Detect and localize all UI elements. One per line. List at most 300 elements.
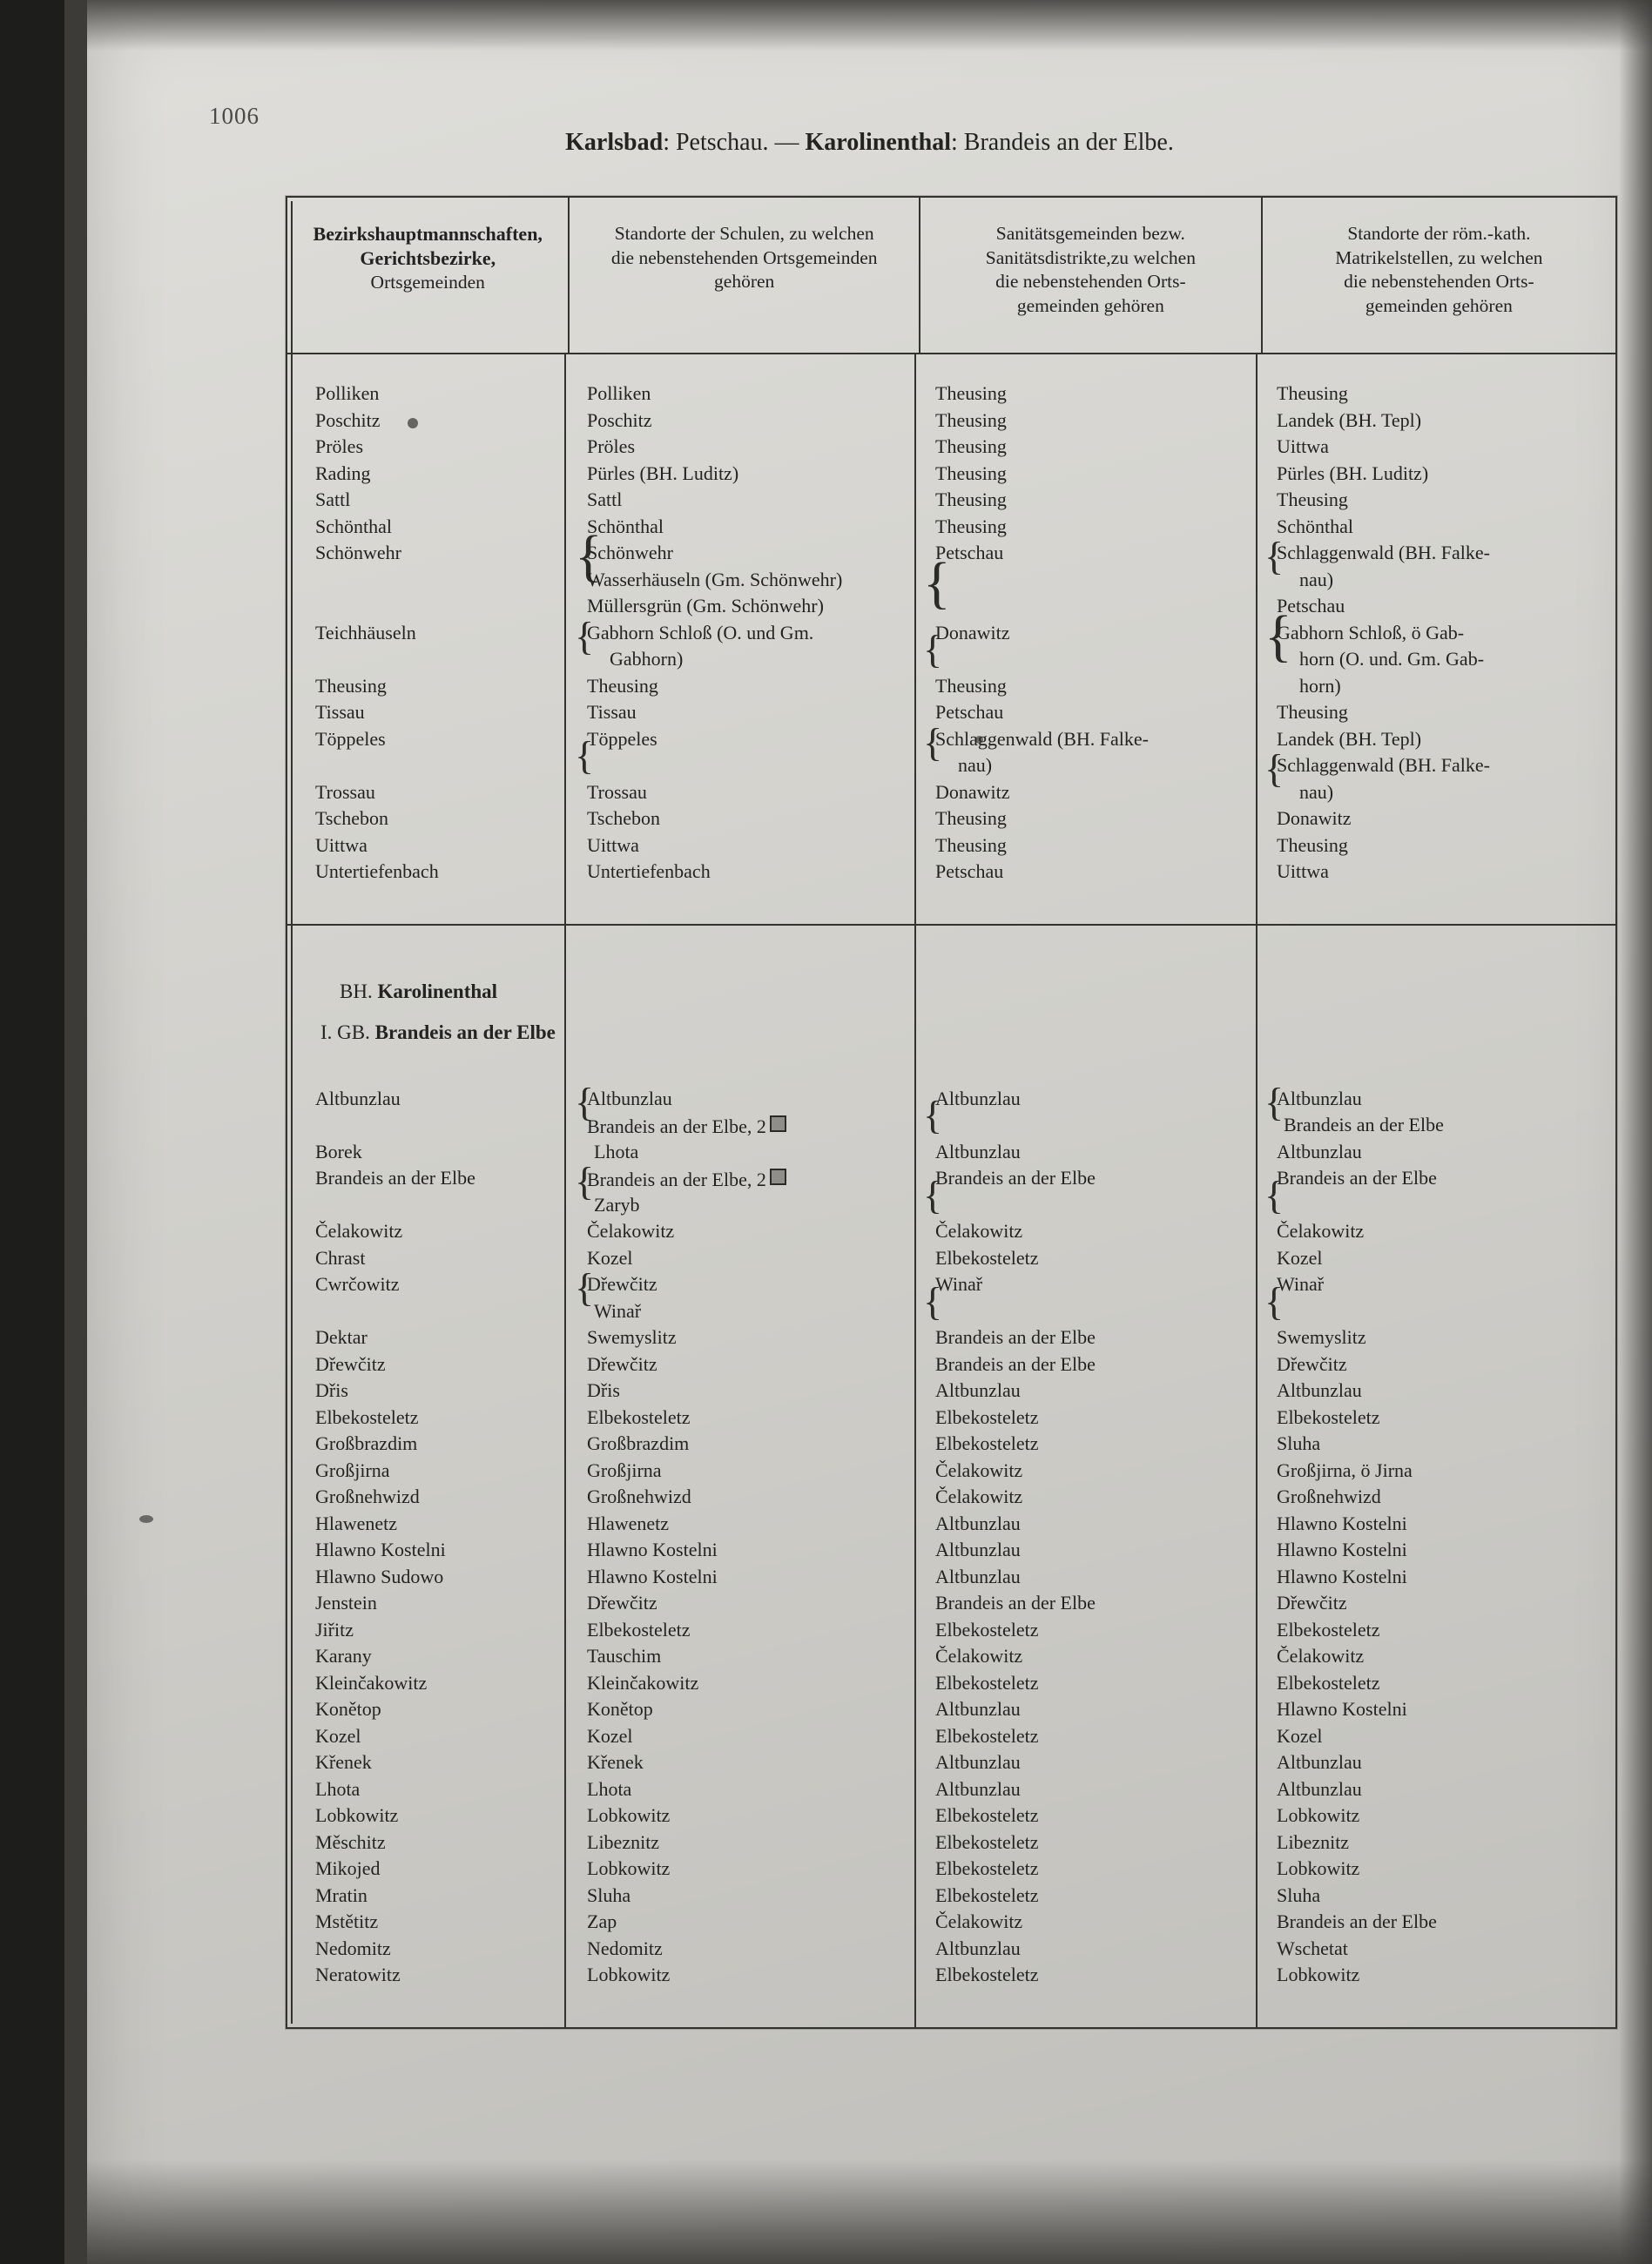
page-edge-shadow-top — [87, 0, 1652, 51]
header-line: Bezirkshauptmannschaften, — [313, 223, 543, 245]
table-row: Elbekosteletz — [935, 1857, 1039, 1879]
table-row: Trossau — [587, 780, 647, 803]
table-header-row — [287, 198, 1615, 354]
table-row: Lobkowitz — [1277, 1964, 1360, 1985]
brace-glyph: { — [1264, 1172, 1285, 1217]
table-row: Theusing — [935, 674, 1007, 697]
brace-glyph: { — [1264, 746, 1285, 792]
table-cell-text: nau) — [1299, 568, 1334, 590]
table-row: Theusing — [935, 462, 1007, 484]
table-row: Großjirna — [315, 1459, 390, 1481]
table-row: Poschitz — [587, 408, 652, 431]
table-row — [575, 727, 914, 783]
header-line: Ortsgemeinden — [370, 272, 485, 293]
table-row — [575, 613, 914, 658]
table-row: Donawitz — [1277, 807, 1352, 829]
gb-prefix: I. GB. — [320, 1021, 375, 1043]
table-row: Petschau — [1277, 595, 1345, 617]
column-header-sanitaetsgemeinden — [920, 198, 1263, 353]
table-row: Untertiefenbach — [315, 860, 439, 882]
table-cell-text: Cwrčowitz — [315, 1273, 400, 1295]
table-row: Theusing — [935, 435, 1007, 457]
table-row: Mstětitz — [315, 1910, 379, 1932]
table-row — [315, 623, 564, 677]
table-row: Hlawno Kostelni — [587, 1539, 718, 1560]
table-row — [315, 1169, 564, 1222]
column-header-matrikelstellen — [1263, 198, 1615, 353]
spacer — [935, 955, 1256, 982]
table-row — [1277, 650, 1610, 677]
table-row: Kozel — [315, 1724, 361, 1747]
spacer — [587, 1022, 914, 1049]
header-line: Matrikelstellen, zu welchen — [1335, 246, 1543, 268]
table-row: Altbunzlau — [935, 1937, 1021, 1959]
table-row: Pürles (BH. Luditz) — [1277, 462, 1429, 484]
table-row: Großnehwizd — [1277, 1486, 1381, 1507]
table-row: Lobkowitz — [587, 1857, 671, 1879]
table-cell-text: Petschau — [935, 542, 1004, 563]
table-row: Tissau — [587, 701, 637, 723]
school-class-icon — [770, 1115, 786, 1132]
table-row: Sattl — [315, 489, 351, 510]
table-cell-text: Winař — [1277, 1273, 1325, 1295]
table-row: Elbekosteletz — [1277, 1618, 1380, 1641]
table-row: Mratin — [315, 1883, 367, 1906]
table-row: Dřewčitz — [587, 1592, 657, 1614]
table-row: Nedomitz — [315, 1937, 391, 1959]
brace-glyph: { — [575, 613, 595, 658]
running-head — [87, 129, 1652, 157]
table-row — [923, 1167, 1256, 1222]
spacer — [315, 955, 564, 982]
table-row: Elbekosteletz — [1277, 1405, 1380, 1428]
header-line: Standorte der röm.-kath. — [1347, 223, 1531, 244]
table-row: Wschetat — [1277, 1937, 1348, 1959]
table-row: Čelakowitz — [1277, 1645, 1365, 1667]
district-heading-gb — [315, 1022, 564, 1049]
running-head-right-bold: Karolinenthal — [805, 129, 952, 156]
table-row: Theusing — [935, 833, 1007, 856]
table-block-petschau — [287, 354, 1615, 926]
table-row: Rading — [315, 462, 371, 484]
table-row: Theusing — [935, 382, 1007, 404]
spacer — [935, 1048, 1256, 1075]
table-row: Hlawno Kostelni — [1277, 1539, 1407, 1560]
table-row: Großbrazdim — [315, 1432, 418, 1454]
table-row: Theusing — [587, 674, 658, 697]
table-row: Lobkowitz — [1277, 1804, 1360, 1826]
table-row — [315, 1089, 564, 1142]
table-row: Poschitz — [315, 408, 381, 431]
table-row: Uittwa — [315, 833, 367, 856]
table-row: Dřewčitz — [1277, 1592, 1347, 1614]
table-row: Theusing — [1277, 489, 1348, 510]
table-row: Hlawenetz — [587, 1512, 670, 1534]
table-row: Polliken — [315, 382, 380, 404]
table-row: Petschau — [935, 860, 1004, 882]
table-cell-text: Altbunzlau — [1277, 1087, 1362, 1109]
bh-prefix: BH. — [340, 980, 378, 1002]
table-row: Lobkowitz — [587, 1804, 671, 1826]
table-row: Čelakowitz — [935, 1220, 1023, 1242]
table-row: Trossau — [315, 780, 375, 803]
brace-glyph: { — [575, 1079, 595, 1124]
spacer — [587, 981, 914, 1008]
table-row — [1277, 780, 1610, 810]
table-row: Brandeis an der Elbe — [935, 1352, 1096, 1375]
table-row: Lhota — [315, 1777, 361, 1800]
table-row: Großnehwizd — [587, 1486, 691, 1507]
table-row: Elbekosteletz — [587, 1618, 691, 1641]
brace-glyph: { — [923, 627, 943, 671]
table-row: Landek (BH. Tepl) — [1277, 727, 1422, 750]
table-row: Theusing — [935, 515, 1007, 537]
table-row: Borek — [315, 1140, 362, 1162]
table-row: Tauschim — [587, 1645, 662, 1667]
table-row — [587, 650, 914, 677]
table-row: Brandeis an der Elbe — [935, 1326, 1096, 1348]
cell-sanitaetsgemeinden — [916, 926, 1258, 2027]
table-row: Čelakowitz — [935, 1459, 1023, 1481]
table-row: Theusing — [935, 807, 1007, 829]
table-cell-text: Brandeis an der Elbe, 2 — [587, 1169, 766, 1190]
gb-name: Brandeis an der Elbe — [374, 1021, 556, 1043]
brace-glyph: { — [575, 733, 595, 778]
brace-glyph: { — [923, 1093, 943, 1137]
table-row: Nedomitz — [587, 1937, 663, 1959]
table-cell-text: Winař — [935, 1273, 983, 1295]
header-line: die nebenstehenden Orts- — [995, 271, 1186, 293]
brace-glyph: { — [575, 1265, 595, 1311]
table-row: Swemyslitz — [1277, 1326, 1366, 1348]
table-row: Großjirna, ö Jirna — [1277, 1459, 1413, 1481]
table-row: Großbrazdim — [587, 1432, 690, 1454]
brace-glyph: { — [575, 524, 603, 589]
table-cell-text: Schlaggenwald (BH. Falke- — [1277, 542, 1490, 563]
table-row: Elbekosteletz — [935, 1405, 1039, 1428]
table-row: Pröles — [587, 435, 635, 457]
table-row: Dektar — [315, 1326, 367, 1348]
table-row: Hlawno Kostelni — [1277, 1512, 1407, 1534]
table-row: Elbekosteletz — [935, 1964, 1039, 1985]
table-cell-text: Schlaggenwald (BH. Falke- — [1277, 754, 1490, 776]
table-row: Sluha — [587, 1883, 631, 1906]
table-cell-text: Schönwehr — [315, 542, 401, 563]
spacer — [587, 1008, 914, 1022]
table-row — [587, 1299, 914, 1329]
scan-gutter-dark — [0, 0, 64, 2264]
table-row: Altbunzlau — [935, 1751, 1021, 1773]
table-row: Dřewčitz — [315, 1352, 386, 1375]
brace-glyph: { — [1264, 1278, 1285, 1324]
table-row: Čelakowitz — [935, 1910, 1023, 1932]
scan-speck — [139, 1515, 153, 1523]
cell-schulstandorte — [566, 926, 916, 2027]
table-row — [1264, 1273, 1610, 1328]
table-cell-text: Gabhorn Schloß, ö Gab- — [1277, 621, 1465, 643]
table-row: Dřis — [587, 1379, 620, 1401]
table-row: Wasserhäuseln (Gm. Schönwehr) — [587, 568, 843, 590]
table-row: Měschitz — [315, 1830, 386, 1853]
table-row: Čelakowitz — [935, 1645, 1023, 1667]
table-row: Donawitz — [935, 780, 1010, 803]
table-row: Konětop — [587, 1698, 653, 1720]
table-row: Schönthal — [315, 515, 392, 537]
page-edge-shadow-bottom — [87, 2160, 1652, 2264]
brace-glyph: { — [923, 1172, 943, 1217]
table-row: Kleinčakowitz — [587, 1671, 699, 1694]
table-cell-text: nau) — [958, 754, 993, 776]
table-cell-text: Brandeis an der Elbe — [1277, 1167, 1437, 1189]
header-line: Gerichtsbezirke, — [360, 247, 496, 270]
table-row — [587, 1142, 914, 1169]
table-row: Elbekosteletz — [587, 1405, 691, 1428]
table-row: Mikojed — [315, 1857, 381, 1879]
table-row: Hlawno Kostelni — [1277, 1698, 1407, 1720]
table-cell-text: Brandeis an der Elbe — [935, 1167, 1096, 1189]
table-row — [587, 1115, 914, 1142]
table-row: Kleinčakowitz — [315, 1671, 428, 1694]
table-row: Landek (BH. Tepl) — [1277, 408, 1422, 431]
scan-gutter-mid — [64, 0, 87, 2264]
table-row: Petschau — [935, 701, 1004, 723]
table-row: Polliken — [587, 382, 651, 404]
brace-glyph: { — [923, 550, 951, 615]
cell-sanitaetsgemeinden — [916, 354, 1258, 924]
table-row — [1277, 1115, 1610, 1142]
table-row: Uittwa — [1277, 860, 1329, 882]
cell-ortsgemeinden — [287, 354, 566, 924]
running-head-left-bold: Karlsbad — [565, 129, 664, 156]
table-row: Elbekosteletz — [935, 1830, 1039, 1853]
spacer — [587, 955, 914, 982]
table-row: Libeznitz — [1277, 1830, 1350, 1853]
table-row: Theusing — [315, 674, 387, 697]
table-row: Altbunzlau — [935, 1698, 1021, 1720]
table-row: Brandeis an der Elbe — [935, 1592, 1096, 1614]
table-row: Elbekosteletz — [1277, 1671, 1380, 1694]
table-row — [315, 543, 564, 623]
table-cell-text: Gabhorn Schloß (O. und Gm. — [587, 621, 814, 643]
table-row: Pürles (BH. Luditz) — [587, 462, 739, 484]
table-row: Untertiefenbach — [587, 860, 711, 882]
table-row: Schönthal — [587, 515, 664, 537]
table-row: Altbunzlau — [935, 1140, 1021, 1162]
table-cell-text: nau) — [1299, 780, 1334, 803]
table-cell-text: Schlaggenwald (BH. Falke- — [935, 727, 1149, 750]
table-cell-text: Brandeis an der Elbe — [315, 1167, 475, 1189]
table-cell-text: Gabhorn) — [610, 648, 684, 670]
table-row: Čelakowitz — [1277, 1220, 1365, 1242]
table-cell-text: Altbunzlau — [935, 1087, 1021, 1109]
table-cell-text: Brandeis an der Elbe — [1284, 1114, 1444, 1135]
brace-glyph: { — [923, 719, 943, 765]
table-row: Hlawno Kostelni — [315, 1539, 446, 1560]
table-row: Tissau — [315, 701, 365, 723]
table-row: Sluha — [1277, 1432, 1321, 1454]
table-row: Elbekosteletz — [935, 1246, 1039, 1269]
table-row — [923, 542, 1256, 623]
table-row: Čelakowitz — [587, 1220, 675, 1242]
district-heading-bh — [315, 981, 564, 1008]
table-row: Dřis — [315, 1379, 348, 1401]
spacer — [935, 1008, 1256, 1022]
table-cell-text: horn) — [1299, 674, 1341, 697]
table-cell-text: Dřewčitz — [587, 1273, 657, 1295]
spacer — [587, 1048, 914, 1075]
table-row: Zap — [587, 1910, 617, 1932]
table-row: Hlawno Kostelni — [587, 1565, 718, 1587]
brace-glyph: { — [575, 1159, 595, 1204]
table-row: Altbunzlau — [935, 1512, 1021, 1534]
table-cell-text: Zaryb — [594, 1193, 640, 1216]
table-row: Elbekosteletz — [935, 1804, 1039, 1826]
table-row — [1264, 1079, 1610, 1124]
table-cell-text: Teichhäuseln — [315, 621, 416, 643]
table-row: Altbunzlau — [1277, 1777, 1362, 1800]
table-row: Kozel — [1277, 1246, 1323, 1269]
table-cell-text: Altbunzlau — [315, 1087, 401, 1109]
table-row: Jenstein — [315, 1592, 377, 1614]
table-row: Konětop — [315, 1698, 381, 1720]
table-cell-text: Lhota — [594, 1140, 639, 1162]
header-line: gehören — [714, 271, 775, 293]
spacer — [1277, 981, 1610, 1008]
header-line: Sanitätsgemeinden bezw. — [995, 223, 1185, 244]
table-row: Brandeis an der Elbe — [1277, 1910, 1437, 1932]
table-row: Karany — [315, 1645, 372, 1667]
spacer — [935, 1022, 1256, 1049]
table-block-karolinenthal — [287, 926, 1615, 2027]
table-row: Dřewčitz — [1277, 1352, 1347, 1375]
table-row: Großjirna — [587, 1459, 662, 1481]
table-row: Altbunzlau — [935, 1379, 1021, 1401]
table-row: Neratowitz — [315, 1964, 401, 1985]
table-row: Tschebon — [315, 807, 388, 829]
cell-matrikelstellen — [1258, 354, 1610, 924]
cell-schulstandorte — [566, 354, 916, 924]
spacer — [935, 981, 1256, 1008]
table-cell-text: Winař — [594, 1299, 642, 1322]
table-row: Theusing — [1277, 833, 1348, 856]
table-row: Großnehwizd — [315, 1486, 420, 1507]
table-row — [935, 756, 1256, 783]
table-cell-text: horn (O. und. Gm. Gab- — [1299, 648, 1485, 670]
table-row — [923, 1087, 1256, 1142]
header-line: gemeinden gehören — [1365, 294, 1513, 316]
table-row: Theusing — [935, 408, 1007, 431]
cell-ortsgemeinden — [287, 926, 566, 2027]
table-row: Kozel — [587, 1246, 633, 1269]
table-row: Elbekosteletz — [935, 1618, 1039, 1641]
table-cell-text: Töppeles — [587, 727, 657, 750]
brace-glyph: { — [1264, 1079, 1285, 1124]
header-line: die nebenstehenden Orts- — [1344, 271, 1534, 293]
brace-glyph: { — [1264, 603, 1292, 668]
table-row: Schönthal — [1277, 515, 1353, 537]
table-row — [1264, 1167, 1610, 1222]
table-row — [923, 1273, 1256, 1328]
page-number: 1006 — [209, 103, 260, 129]
table-row: Elbekosteletz — [935, 1724, 1039, 1747]
column-header-schulen — [570, 198, 920, 353]
table-row: Altbunzlau — [935, 1539, 1021, 1560]
table-row: Uittwa — [587, 833, 639, 856]
table-row — [1277, 674, 1610, 704]
table-row: Lobkowitz — [1277, 1857, 1360, 1879]
spacer — [1277, 955, 1610, 982]
table-row: Křenek — [315, 1751, 372, 1773]
table-row: Tschebon — [587, 807, 660, 829]
table-row: Libeznitz — [587, 1830, 660, 1853]
column-header-ortsgemeinden — [287, 198, 570, 353]
table-cell-text: Donawitz — [935, 621, 1010, 643]
table-row — [315, 727, 564, 783]
running-head-right-rest: : Brandeis an der Elbe. — [951, 129, 1174, 156]
page-edge-shadow-right — [1619, 0, 1652, 2264]
table-row: Dřewčitz — [587, 1352, 657, 1375]
table-row: Jiřitz — [315, 1618, 354, 1641]
brace-glyph: { — [923, 1278, 943, 1324]
table-row: Kozel — [1277, 1724, 1323, 1747]
table-row: Elbekosteletz — [935, 1883, 1039, 1906]
table-row — [575, 1159, 914, 1204]
gazetteer-table — [286, 196, 1617, 2029]
table-row — [923, 621, 1256, 677]
bh-name: Karolinenthal — [377, 980, 498, 1002]
table-row: Elbekosteletz — [315, 1405, 419, 1428]
table-cell-text: Schönwehr — [587, 542, 673, 563]
book-page — [87, 0, 1652, 2264]
table-row: Elbekosteletz — [935, 1671, 1039, 1694]
table-row: Křenek — [587, 1751, 644, 1773]
spacer — [1277, 1022, 1610, 1049]
table-row: Sluha — [1277, 1883, 1321, 1906]
header-line: gemeinden gehören — [1016, 294, 1164, 316]
table-row: Swemyslitz — [587, 1326, 677, 1348]
header-line: die nebenstehenden Ortsgemeinden — [610, 246, 878, 268]
table-row — [575, 1079, 914, 1124]
table-row: Čelakowitz — [315, 1220, 403, 1242]
table-row: Čelakowitz — [935, 1486, 1023, 1507]
table-row — [315, 1275, 564, 1328]
table-row: Altbunzlau — [935, 1565, 1021, 1587]
school-class-icon — [770, 1169, 786, 1185]
table-row: Lhota — [587, 1777, 632, 1800]
table-row: Pröles — [315, 435, 363, 457]
table-row: Altbunzlau — [1277, 1140, 1362, 1162]
table-row: Theusing — [1277, 382, 1348, 404]
header-line: Standorte der Schulen, zu welchen — [614, 223, 874, 244]
table-row — [1277, 570, 1610, 597]
table-row: Chrast — [315, 1246, 366, 1269]
table-row: Hlawno Sudowo — [315, 1565, 444, 1587]
spacer — [1277, 1048, 1610, 1075]
running-head-left-rest: : Petschau. — — [663, 129, 799, 156]
table-row: Theusing — [935, 489, 1007, 510]
table-row: Altbunzlau — [935, 1777, 1021, 1800]
table-row: Müllersgrün (Gm. Schönwehr) — [587, 595, 824, 617]
table-row: Kozel — [587, 1724, 633, 1747]
table-row — [587, 1193, 914, 1223]
table-row: Theusing — [1277, 701, 1348, 723]
brace-glyph: { — [1264, 534, 1285, 579]
table-row: Lobkowitz — [315, 1804, 399, 1826]
spacer — [315, 1008, 564, 1022]
table-row: Altbunzlau — [1277, 1751, 1362, 1773]
table-row: Hlawno Kostelni — [1277, 1565, 1407, 1587]
table-row: Altbunzlau — [1277, 1379, 1362, 1401]
